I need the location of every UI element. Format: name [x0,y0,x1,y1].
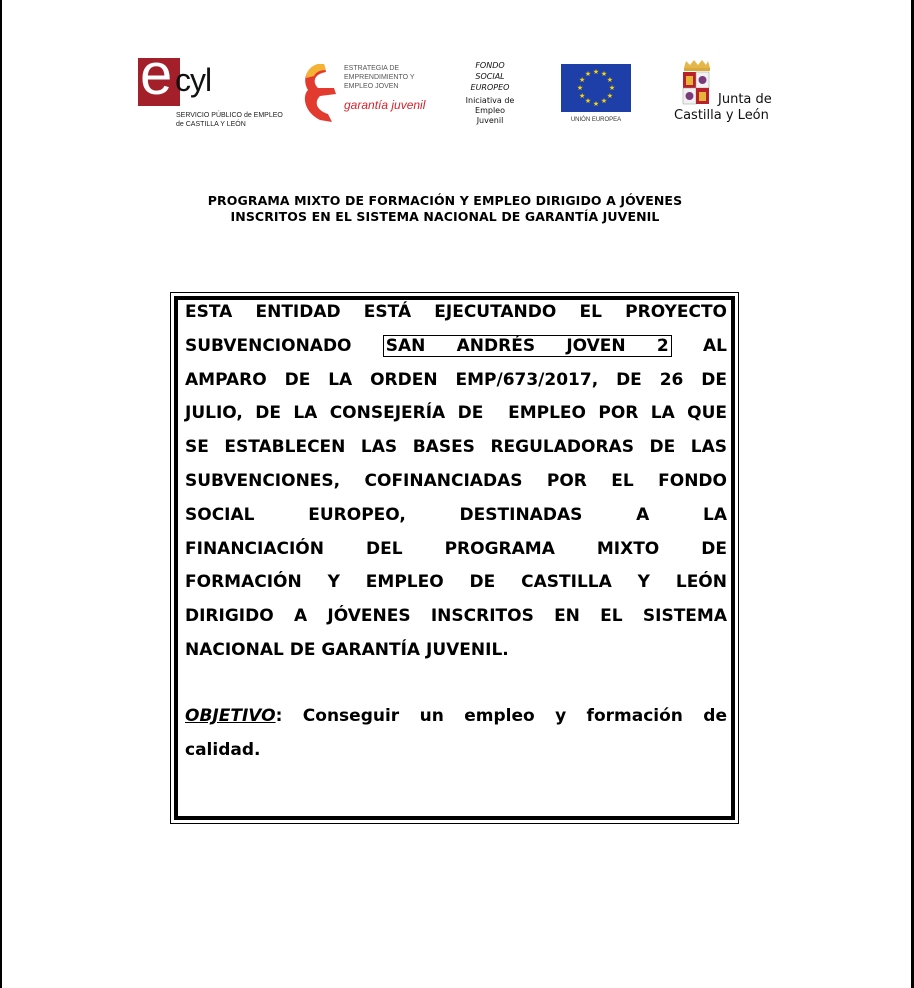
eu-label: UNIÓN EUROPEA [570,117,622,123]
garantia-juvenil-text [344,64,415,91]
fse-init-line1: Iniciativa de [465,96,515,105]
eu-star-icon: ★ [606,75,613,84]
eu-flag-icon [561,64,631,112]
eu-star-icon: ★ [600,97,608,106]
notice-line: SUBVENCIONES, COFINANCIADAS POR EL FONDO [185,470,727,491]
fse-name-line2: SOCIAL [475,72,505,81]
notice-line: SOCIAL EUROPEO, DESTINADAS A LA [185,504,727,525]
notice-text [185,296,727,668]
ecyl-subtitle-line1: SERVICIO PÚBLICO de EMPLEO [176,112,283,119]
notice-line2-post: AL [702,335,727,356]
objective-label: OBJETIVO [185,706,276,726]
notice-line: SE ESTABLECEN LAS BASES REGULADORAS DE LAS [185,437,727,458]
page-title [100,193,790,225]
eu-star-icon: ★ [600,69,608,78]
notice-line: ESTA ENTIDAD ESTÁ EJECUTANDO EL PROYECTO [185,302,727,322]
junta-castilla-leon-logo [676,58,786,128]
fse-init-line2: Empleo [475,106,505,115]
eu-star-icon: ★ [579,91,586,100]
notice-line2-pre: SUBVENCIONADO [185,335,352,356]
notice-line: AMPARO DE LA ORDEN EMP/673/2017, DE 26 DE [185,369,727,390]
eu-star-icon: ★ [606,91,613,100]
junta-line1: Junta de [718,92,772,107]
garantia-juvenil-e-icon [298,60,344,126]
notice-line: FORMACIÓN Y EMPLEO DE CASTILLA Y LEÓN [185,572,727,593]
objective-text-line1: Conseguir un empleo y formación de [282,706,727,726]
ecyl-e-mark: e [138,58,180,106]
garantia-brand: garantía juvenil [344,98,426,112]
garantia-line3: EMPLEO JOVEN [344,83,399,90]
eu-star-icon: ★ [579,75,586,84]
page-left-border [0,0,2,988]
objective-line1 [185,700,727,734]
notice-line: JULIO, DE LA CONSEJERÍA DE EMPLEO POR LA QUE [185,403,727,424]
fse-initiative [455,96,525,126]
eu-star-icon: ★ [576,83,584,92]
fse-name-line3: EUROPEO [470,83,510,92]
objective-separator: : [275,706,283,726]
title-line2: INSCRITOS EN EL SISTEMA NACIONAL DE GARANTÍA JUVENIL [230,209,660,224]
eu-star-icon: ★ [608,83,616,92]
ecyl-subtitle-line2: de CASTILLA Y LEÓN [176,121,246,128]
notice-line: DIRIGIDO A JÓVENES INSCRITOS EN EL SISTEMA [185,606,727,627]
eu-star-icon: ★ [592,99,600,108]
eu-star-icon: ★ [584,97,592,106]
title-line1: PROGRAMA MIXTO DE FORMACIÓN Y EMPLEO DIRIGIDO A JÓVENES [207,193,683,208]
fse-name [455,60,525,93]
garantia-line2: EMPRENDIMIENTO Y [344,74,415,81]
ecyl-logo [138,42,283,133]
objective-text-line2: calidad. [185,739,261,760]
garantia-line1: ESTRATEGIA DE [344,65,400,72]
eu-star-icon: ★ [584,69,592,78]
garantia-juvenil-logo [298,60,426,126]
eu-star-icon: ★ [592,67,600,76]
coat-of-arms-icon [676,58,716,110]
fse-logo [455,60,525,130]
notice-line-project [185,330,727,364]
notice-line: FINANCIACIÓN DEL PROGRAMA MIXTO DE [185,538,727,559]
ecyl-wordmark: cyl [175,62,212,98]
objective [185,700,727,768]
eu-logo [561,64,631,129]
project-name: SAN ANDRÉS JOVEN 2 [383,335,672,357]
ecyl-subtitle [176,111,283,129]
fse-init-line3: Juvenil [476,116,504,125]
junta-line2: Castilla y León [674,108,769,123]
fse-name-line1: FONDO [475,61,505,70]
notice-line: NACIONAL DE GARANTÍA JUVENIL. [185,639,509,660]
